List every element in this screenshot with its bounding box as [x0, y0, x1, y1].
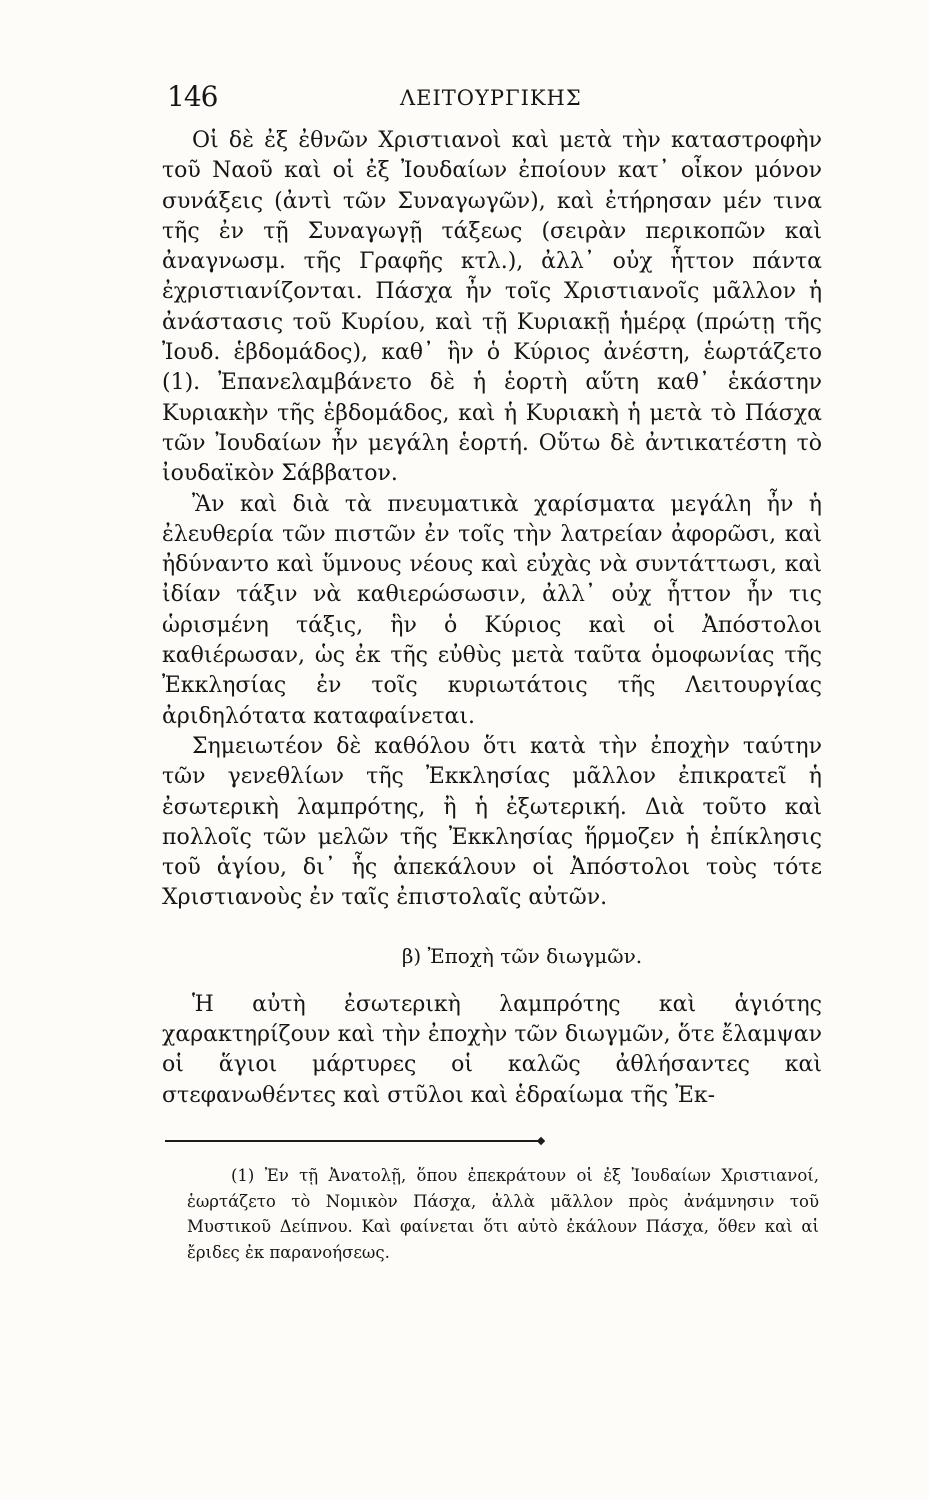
footnote-rule — [165, 1140, 540, 1142]
paragraph-4: Ἡ αὐτὴ ἐσωτερικὴ λαμπρότης καὶ ἁγιότης χαρακτηρίζουν καὶ τὴν ἐποχὴν τῶν διωγμῶν, ὅτε ἔλαμψαν οἱ ἅγιοι μάρτυρες οἱ καλῶς ἀθλήσαντες καὶ στεφανωθέντες καὶ στῦλοι καὶ ἑδραίωμα τῆς Ἐκ- — [162, 991, 822, 1108]
main-text — [162, 126, 822, 1111]
section-heading: β) Ἐποχὴ τῶν διωγμῶν. — [401, 943, 643, 968]
paragraph-1: Οἱ δὲ ἐξ ἐθνῶν Χριστιανοὶ καὶ μετὰ τὴν καταστροφὴν τοῦ Ναοῦ καὶ οἱ ἐξ Ἰουδαίων ἐποίουν κατ᾿ οἶκον μόνον συνάξεις (ἀντὶ τῶν Συναγωγῶν), καὶ ἐτήρησαν μέν τινα τῆς ἐν τῇ Συναγωγῇ τάξεως (σειρὰν περικοπῶν καὶ ἀναγνωσμ. τῆς Γραφῆς κτλ.), ἀλλ᾿ οὐχ ἧττον πάντα ἐχριστιανίζονται. Πάσχα ἦν τοῖς Χριστιανοῖς μᾶλλον ἡ ἀνάστασις τοῦ Κυρίου, καὶ τῇ Κυριακῇ ἡμέρᾳ (πρώτῃ τῆς Ἰουδ. ἑβδομάδος), καθ᾿ ἣν ὁ Κύριος ἀνέστη, ἑωρτάζετο (1). Ἐπανελαμβάνετο δὲ ἡ ἑορτὴ αὕτη καθ᾿ ἑκάστην Κυριακὴν τῆς ἑβδομάδος, καὶ ἡ Κυριακὴ ἡ μετὰ τὸ Πάσχα τῶν Ἰουδαίων ἦν μεγάλη ἑορτή. Οὕτω δὲ ἀντικατέστη τὸ ἰουδαϊκὸν Σάββατον. — [162, 128, 822, 487]
footnote: (1) Ἐν τῇ Ἀνατολῇ, ὅπου ἐπεκράτουν οἱ ἐξ Ἰουδαίων Χριστιανοί, ἑωρτάζετο τὸ Νομικὸν Πάσχα, ἀλλὰ μᾶλλον πρὸς ἀνάμνησιν τοῦ Μυστικοῦ Δείπνου. Καὶ φαίνεται ὅτι αὐτὸ ἐκάλουν Πάσχα, ὅθεν καὶ αἱ ἔριδες ἐκ παρανοήσεως. — [187, 1166, 819, 1262]
page-number: 146 — [167, 80, 218, 113]
paragraph-3: Σημειωτέον δὲ καθόλου ὅτι κατὰ τὴν ἐποχὴν ταύτην τῶν γενεθλίων τῆς Ἐκκλησίας μᾶλλον ἐπικρατεῖ ἡ ἐσωτερικὴ λαμπρότης, ἢ ἡ ἐξωτερική. Διὰ τοῦτο καὶ πολλοῖς τῶν μελῶν τῆς Ἐκκλησίας ἥρμοζεν ἡ ἐπίκλησις τοῦ ἁγίου, δι᾿ ἧς ἀπεκάλουν οἱ Ἀπόστολοι τοὺς τότε Χριστιανοὺς ἐν ταῖς ἐπιστολαῖς αὐτῶν. — [162, 733, 822, 911]
paragraph-2: Ἂν καὶ διὰ τὰ πνευματικὰ χαρίσματα μεγάλη ἦν ἡ ἐλευθερία τῶν πιστῶν ἐν τοῖς τὴν λατρείαν ἀφορῶσι, καὶ ἠδύναντο καὶ ὕμνους νέους καὶ εὐχὰς νὰ συντάττωσι, καὶ ἰδίαν τάξιν νὰ καθιερώσωσιν, ἀλλ᾿ οὐχ ἧττον ἦν τις ὡρισμένη τάξις, ἣν ὁ Κύριος καὶ οἱ Ἀπόστολοι καθιέρωσαν, ὡς ἐκ τῆς εὐθὺς μετὰ ταῦτα ὁμοφωνίας τῆς Ἐκκλησίας ἐν τοῖς κυριωτάτοις τῆς Λειτουργίας ἀριδηλότατα καταφαίνεται. — [162, 491, 822, 729]
page-header — [0, 80, 929, 120]
running-title: ΛΕΙΤΟΥΡΓΙΚΗΣ — [400, 86, 582, 110]
